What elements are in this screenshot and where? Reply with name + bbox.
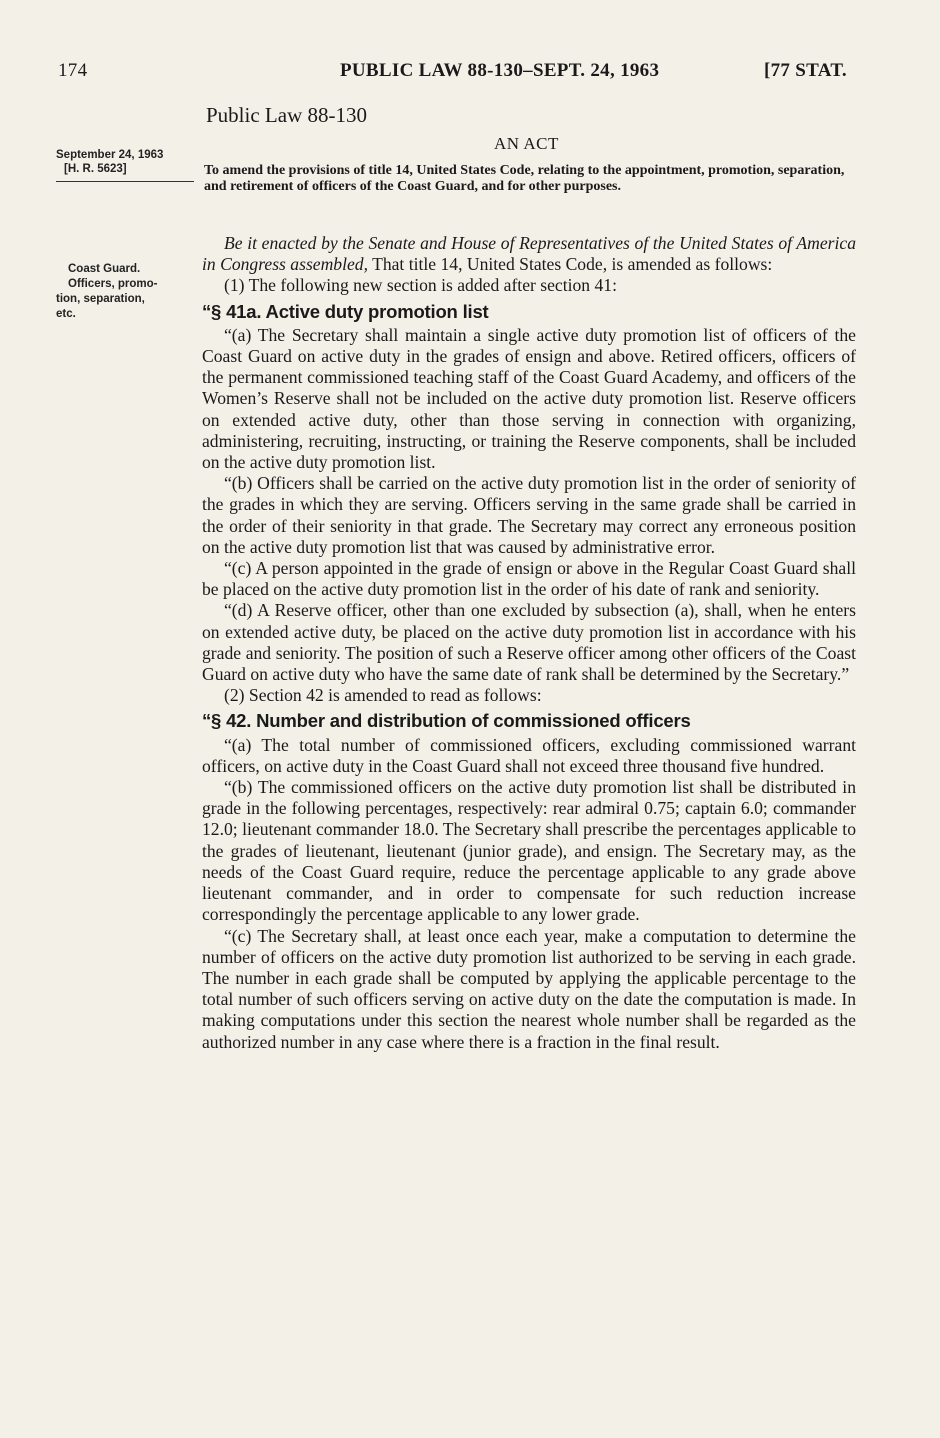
an-act-heading: AN ACT (494, 134, 559, 153)
section-42-heading: “§ 42. Number and distribution of commissioned officers (202, 710, 691, 732)
margin-subject-line-1: Coast Guard. (68, 263, 141, 275)
margin-bill-number: [H. R. 5623] (64, 163, 127, 175)
section-41a-c: “(c) A person appointed in the grade of ensign or above in the Regular Coast Guard shall be placed on the active duty promotion list in the order of his date of rank and seniority. (202, 558, 856, 600)
margin-subject-line-4: etc. (56, 308, 76, 320)
section-42-c: “(c) The Secretary shall, at least once each year, make a computation to determine the number of officers on the active duty promotion list authorized to be serving in each grade. The number in each grade shall be computed by applying the applicable percentage to the total number of such officers serving on active duty on the date the computation is made. In making computations under this section the nearest whole number shall be regarded as the authorized number in any case where there is a fraction in the final result. (202, 925, 856, 1052)
margin-subject-line-2: Officers, promo- (68, 278, 158, 290)
section-41a-b: “(b) Officers shall be carried on the active duty promotion list in the order of seniority of the grades in which they are serving. Officers serving in the same grade shall be carried in the order of their seniority in that grade. The Secretary may correct any erroneous position on the active duty promotion list that was caused by administrative error. (202, 473, 856, 557)
section-42-a: “(a) The total number of commissioned officers, excluding commissioned warrant officers, on active duty in the Coast Guard shall not exceed three thousand five hundred. (202, 734, 856, 776)
amendment-item-1: (1) The following new section is added after section 41: (224, 275, 617, 296)
enacting-clause-rest: That title 14, United States Code, is amended as follows: (368, 254, 773, 275)
act-purpose: To amend the provisions of title 14, United States Code, relating to the appointment, promotion, separation, and retirement of officers of the Coast Guard, and for other purposes. (204, 163, 845, 194)
enacting-clause-italic: Be it enacted by the Senate and House of Representatives of the United States of America in Congress assembled, (202, 233, 856, 275)
running-title: PUBLIC LAW 88-130–SEPT. 24, 1963 (340, 60, 660, 81)
section-42-b: “(b) The commissioned officers on the active duty promotion list shall be distributed in grade in the following percentages, respectively: rear admiral 0.75; captain 6.0; commander 12.0; lieutenant commander 18.0. The Secretary shall prescribe the percentages applicable to the grades of lieutenant, lieutenant (junior grade), and ensign. The Secretary may, as the needs of the Coast Guard require, reduce the percentage applicable to any grade above lieutenant commander, and in order to compensate for such reduction increase correspondingly the percentage applicable to any lower grade. (202, 777, 856, 925)
section-41a-d: “(d) A Reserve officer, other than one excluded by subsection (a), shall, when he enters on extended active duty, be placed on the active duty promotion list in accordance with his grade and seniority. The position of such a Reserve officer among other officers of the Coast Guard on active duty who have the same date of rank shall be determined by the Secretary.” (202, 600, 856, 685)
margin-date: September 24, 1963 (56, 149, 164, 161)
section-41a-heading: “§ 41a. Active duty promotion list (202, 300, 489, 322)
page-number: 174 (58, 60, 88, 81)
amendment-item-2: (2) Section 42 is amended to read as follows: (224, 685, 542, 706)
margin-subject-line-3: tion, separation, (56, 293, 145, 305)
act-body (202, 233, 856, 1053)
enacting-clause (202, 233, 856, 275)
section-41a-a: “(a) The Secretary shall maintain a single active duty promotion list of officers of the Coast Guard on active duty in the grades of ensign and above. Retired officers, officers of the permanent commissioned teaching staff of the Coast Guard Academy, and officers of the Women’s Reserve shall not be included on the active duty promotion list. Reserve officers on extended active duty, other than those serving in connection with organizing, administering, recruiting, instructing, or training the Reserve components, shall be included on the active duty promotion list. (202, 324, 856, 473)
statute-reference: [77 STAT. (764, 60, 847, 81)
margin-rule (56, 181, 194, 182)
public-law-title: Public Law 88-130 (206, 103, 367, 127)
